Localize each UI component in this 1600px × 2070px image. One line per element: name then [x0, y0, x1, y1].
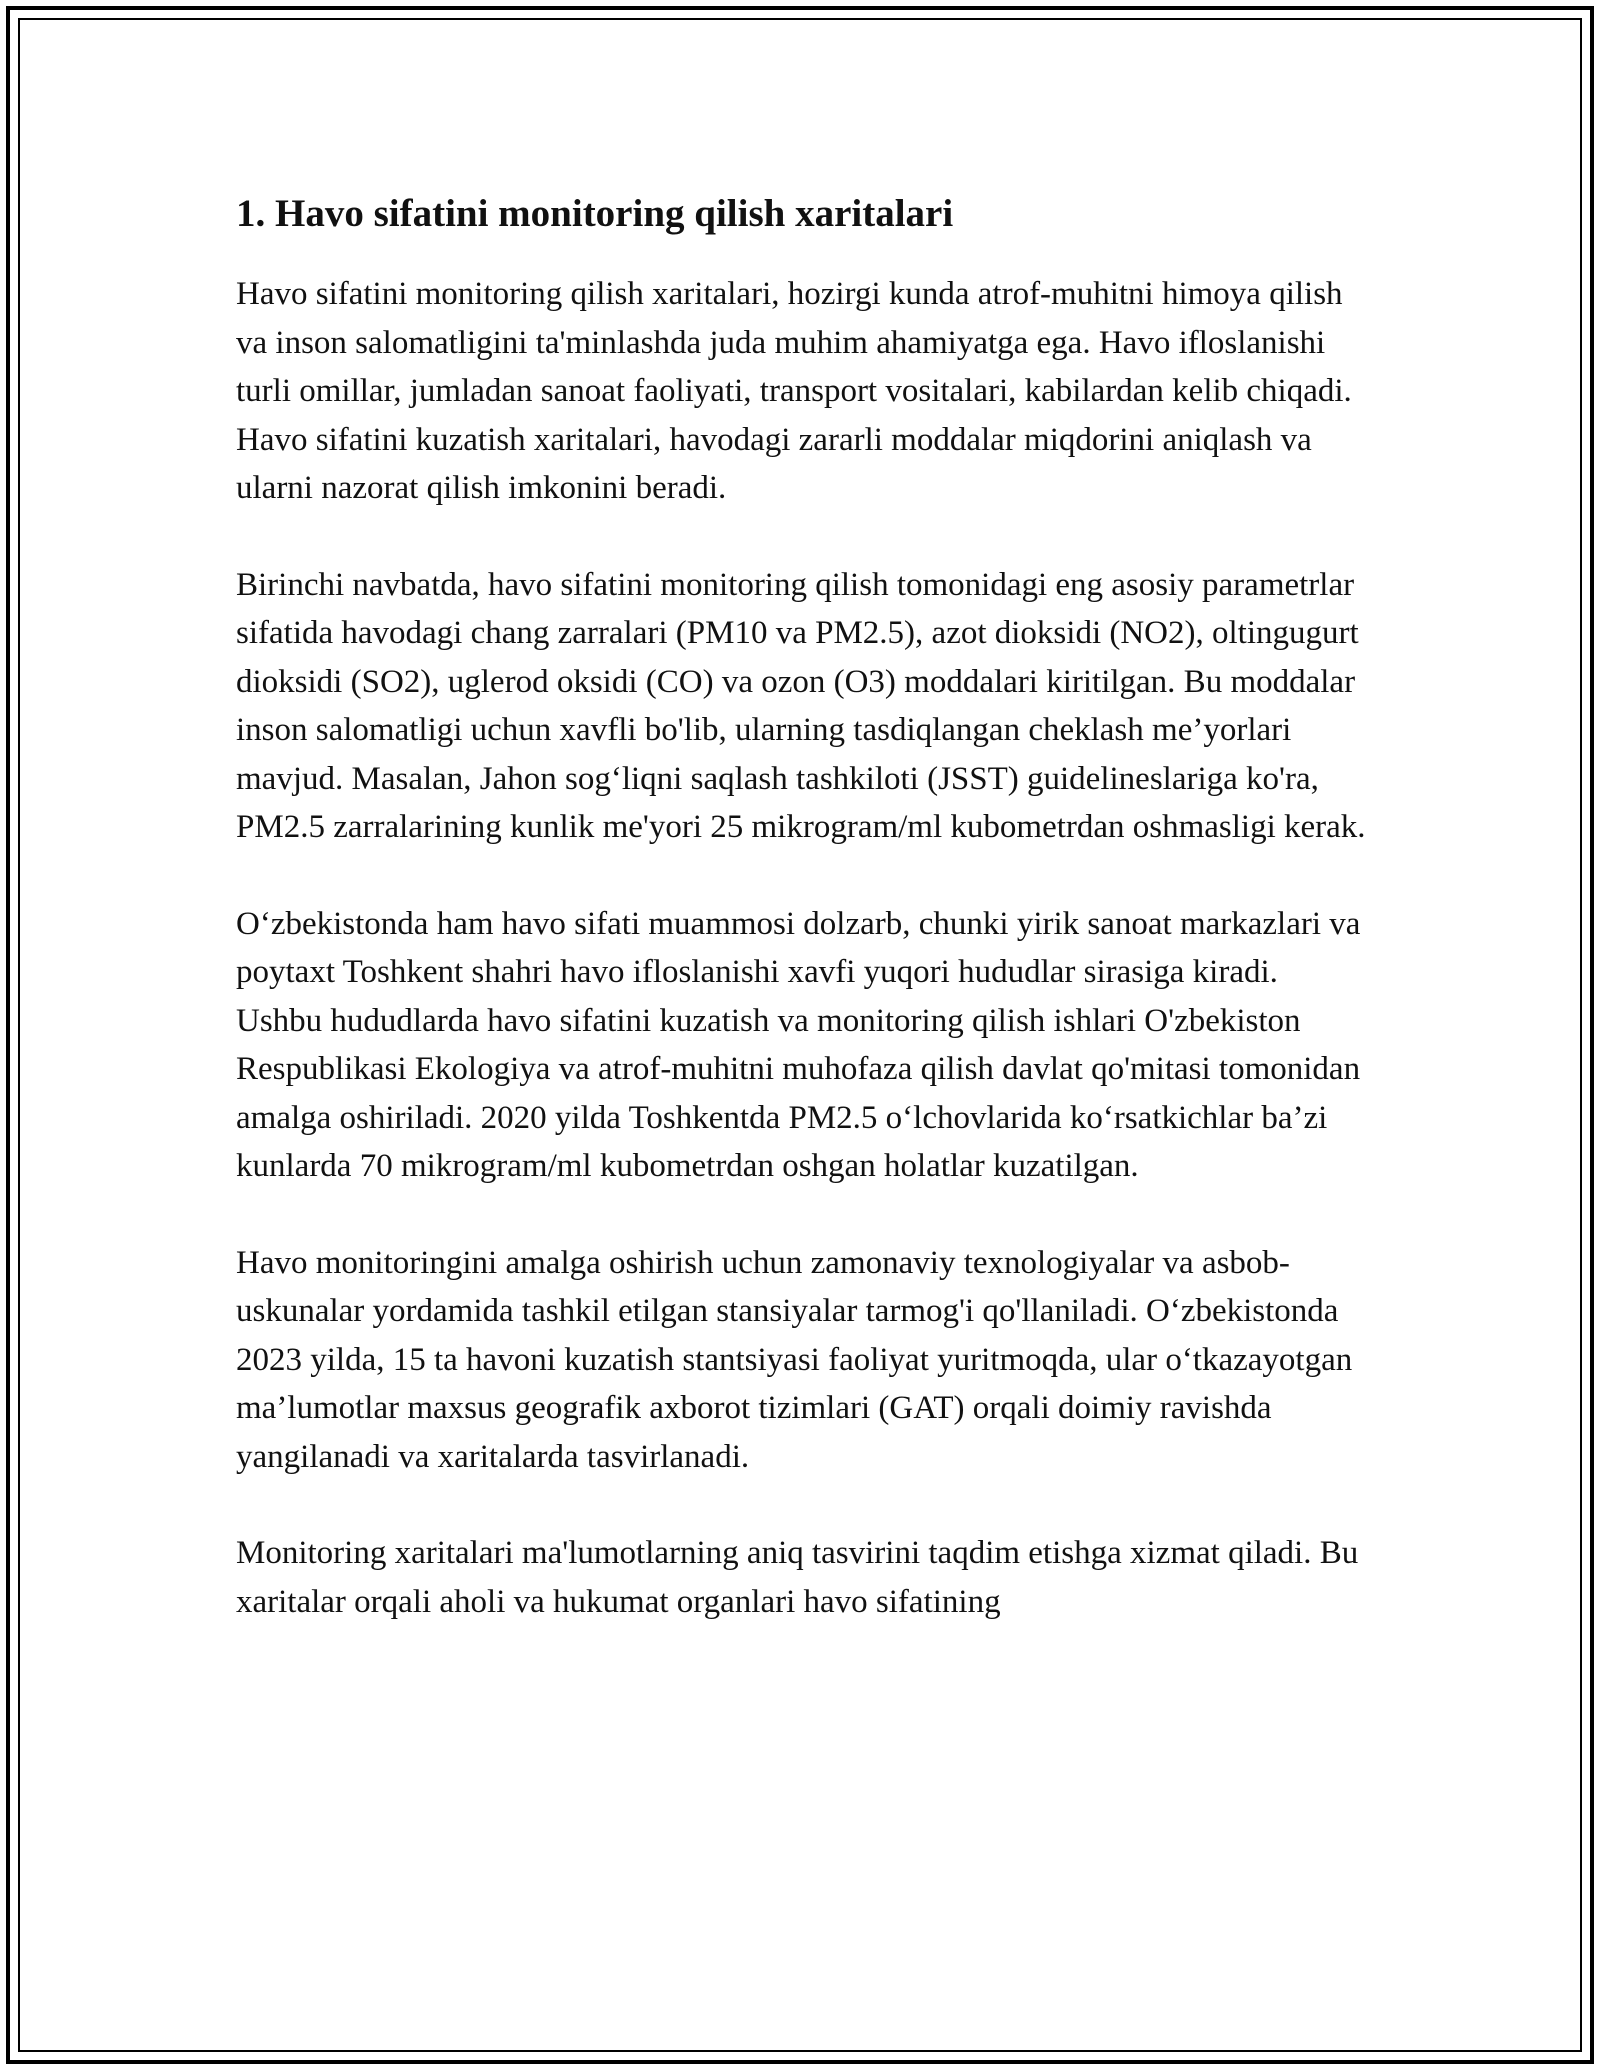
paragraph-stations: Havo monitoringini amalga oshirish uchun zamonaviy texnologiyalar va asbob-uskunalar yordamida tashkil etilgan stansiyalar tarmog'i qo'llaniladi. O‘zbekistonda 2023 yilda, 15 ta havoni kuzatish stantsiyasi faoliyat yuritmoqda, ular o‘tkazayotgan ma’lumotlar maxsus geografik axborot tizimlari (GAT) orqali doimiy ravishda yangilanadi va xaritalarda tasvirlanadi. [236, 1244, 1353, 1475]
paragraph-intro: Havo sifatini monitoring qilish xaritalari, hozirgi kunda atrof-muhitni himoya qilish va inson salomatligini ta'minlashda juda muhim ahamiyatga ega. Havo ifloslanishi turli omillar, jumladan sanoat faoliyati, transport vositalari, kabilardan kelib chiqadi. Havo sifatini kuzatish xaritalari, havodagi zararli moddalar miqdorini aniqlash va ularni nazorat qilish imkonini beradi. [236, 276, 1352, 506]
paragraph-uzbekistan: O‘zbekistonda ham havo sifati muammosi dolzarb, chunki yirik sanoat markazlari va poytaxt Toshkent shahri havo ifloslanishi xavfi yuqori hududlar sirasiga kiradi. Ushbu hududlarda havo sifatini kuzatish va monitoring qilish ishlari O'zbekiston Respublikasi Ekologiya va atrof-muhitni muhofaza qilish davlat qo'mitasi tomonidan amalga oshiriladi. 2020 yilda Toshkentda PM2.5 o‘lchovlarida ko‘rsatkichlar ba’zi kunlarda 70 mikrogram/ml kubometrdan oshgan holatlar kuzatilgan. [236, 905, 1361, 1184]
document-body [236, 186, 1366, 1674]
paragraph-parameters: Birinchi navbatda, havo sifatini monitoring qilish tomonidagi eng asosiy parametrlar sifatida havodagi chang zarralari (PM10 va PM2.5), azot dioksidi (NO2), oltingugurt dioksidi (SO2), uglerod oksidi (CO) va ozon (O3) moddalari kiritilgan. Bu moddalar inson salomatligi uchun xavfli bo'lib, ularning tasdiqlangan cheklash me’yorlari mavjud. Masalan, Jahon sog‘liqni saqlash tashkiloti (JSST) guidelineslariga ko'ra, PM2.5 zarralarining kunlik me'yori 25 mikrogram/ml kubometrdan oshmasligi kerak. [236, 566, 1366, 845]
section-heading: 1. Havo sifatini monitoring qilish xaritalari [236, 192, 954, 235]
paragraph-maps: Monitoring xaritalari ma'lumotlarning aniq tasvirini taqdim etishga xizmat qiladi. Bu xaritalar orqali aholi va hukumat organlari havo sifatining [236, 1535, 1359, 1620]
